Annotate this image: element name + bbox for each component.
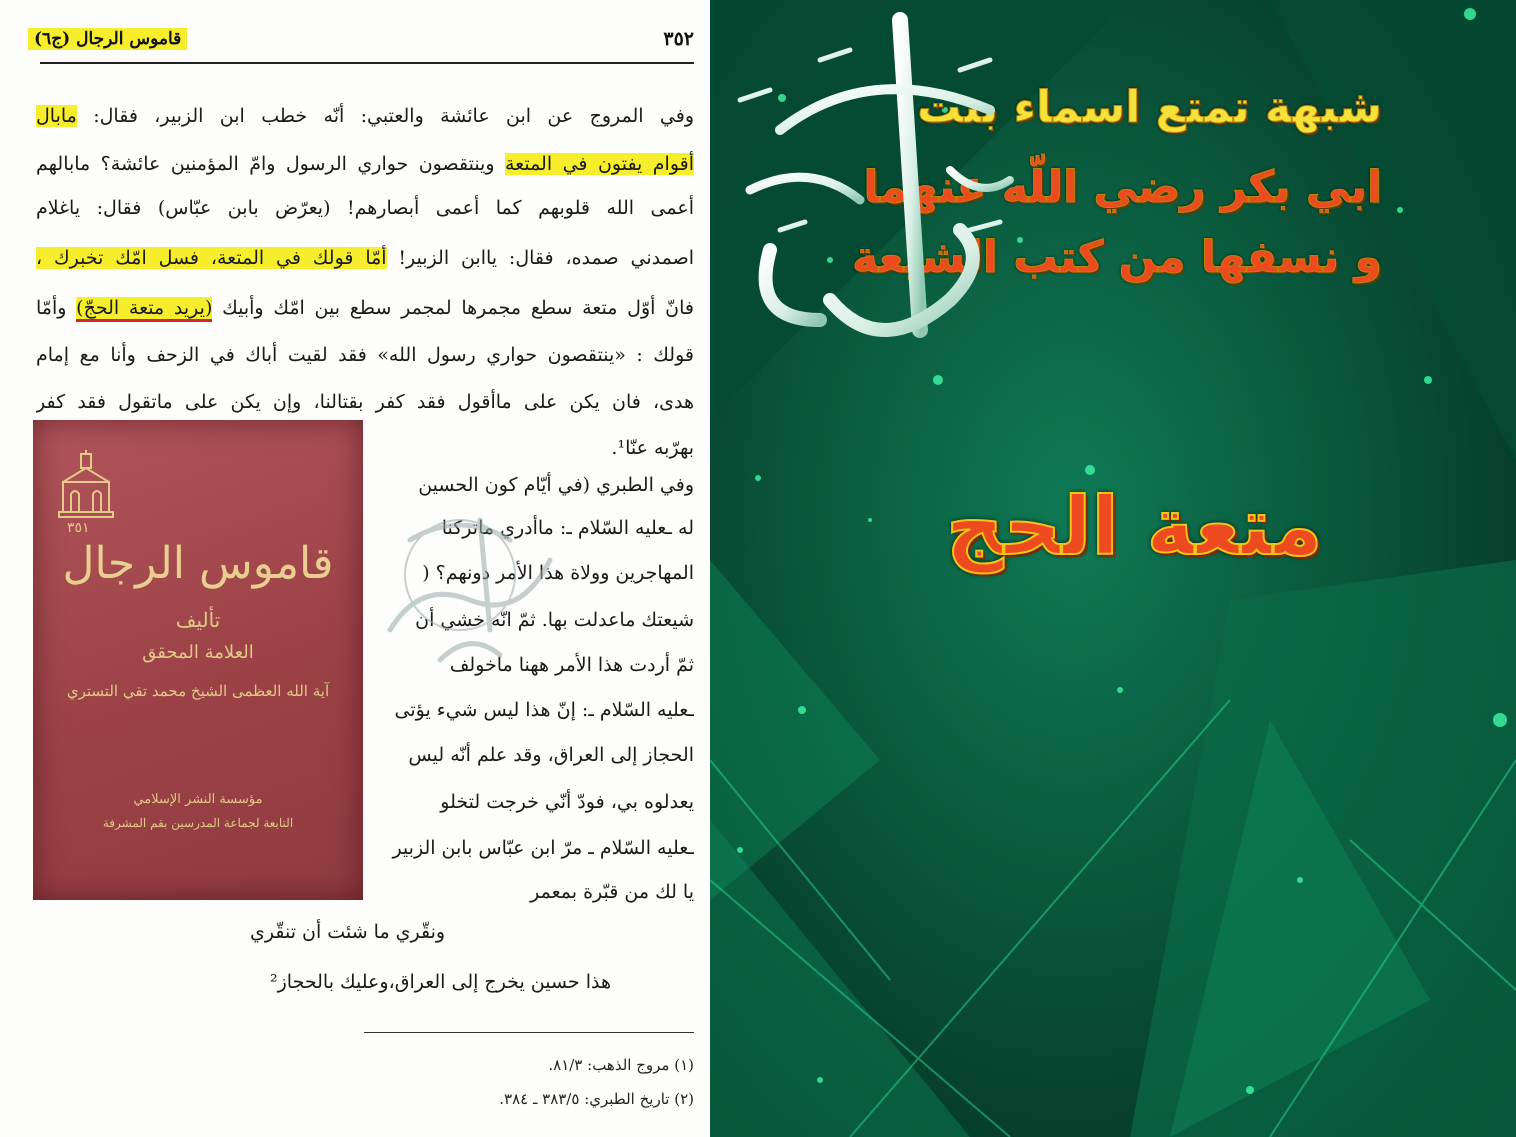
- signature-watermark: [350, 480, 580, 690]
- cover-publisher-1: مؤسسة النشر الإسلامي: [133, 792, 263, 807]
- text-line: [36, 335, 694, 375]
- mosque-emblem-icon: [55, 448, 117, 520]
- line-text: وينتقصون حواري الرسول وامّ المؤمنين عائشة؟ مابالهم: [36, 153, 505, 175]
- cover-title: قاموس الرجال: [62, 538, 334, 589]
- poster: [710, 0, 1516, 1137]
- cover-author-2: آية الله العظمى الشيخ محمد تقي التستري: [66, 682, 330, 700]
- line-text: ـعليه السّلام ـ مرّ ابن عبّاس بابن الزبير: [392, 837, 694, 859]
- text-line: [36, 188, 694, 228]
- cover-author-1: العلامة المحقق: [142, 642, 254, 663]
- calligraphy-signature: [710, 0, 1040, 350]
- text-line: [378, 735, 694, 775]
- text-line: [36, 96, 694, 136]
- book-header-title: قاموس الرجال (ج٦): [28, 28, 187, 50]
- text-line: [36, 382, 694, 422]
- highlighted-text: مابال: [36, 105, 77, 127]
- text-line: [36, 144, 694, 184]
- text-line: [378, 690, 694, 730]
- line-text: قولك : «ينتقصون حواري رسول الله» فقد لقيت أباك في الزحف وأنا مع إمام: [36, 344, 694, 366]
- cover-publisher-2: التابعة لجماعة المدرسين بقم المشرفة: [102, 816, 294, 830]
- book-page-number: ٣٥٢: [663, 28, 694, 50]
- line-text: وأمّا: [36, 297, 77, 319]
- line-text: المهاجرين وولاة هذا الأمر دونهم؟ (: [422, 562, 694, 584]
- line-text: وفي المروج عن ابن عائشة والعتبي: أنّه خطب ابن الزبير، فقال:: [76, 105, 694, 127]
- line-text: يا لك من قبّرة بمعمر: [530, 881, 694, 903]
- poster-title-line-2: ابي بكر رضي اللّه عنهما: [863, 162, 1382, 213]
- line-text: شيعتك ماعدلت بها. ثمّ انّه خشي أن: [415, 609, 694, 631]
- poster-headline: متعة الحج: [946, 480, 1323, 573]
- text-line: [378, 872, 694, 912]
- poster-title-line-3: و نسفها من كتب الشيعة: [852, 232, 1382, 283]
- line-text: هدى، فان يكن على ماأقول فقد كفر بقتالنا، وإن يكن على ماتقول فقد كفر: [36, 391, 694, 413]
- poem-verse-1: ونقّري ما شئت أن تنقّري: [250, 921, 446, 943]
- highlighted-text: أقوام يفتون في المتعة: [504, 153, 694, 175]
- line-text: فانّ أوّل متعة سطع مجمرها لمجمر سطع بين امّك وأبيك: [212, 297, 694, 319]
- cover-by: تأليف: [175, 608, 221, 632]
- book-page: [0, 0, 710, 1137]
- line-text: وفي الطبري (في أيّام كون الحسين: [418, 474, 694, 496]
- cover-number: ٣٥١: [67, 520, 90, 536]
- poem-verse-2: هذا حسين يخرج إلى العراق،وعليك بالحجاز²: [270, 971, 611, 993]
- text-line: [36, 288, 694, 328]
- line-text: له ـعليه السّلام ـ: ماأدري ماتركنا: [441, 517, 694, 539]
- line-text: ثمّ أردت هذا الأمر ههنا ماخولف: [449, 654, 694, 676]
- poster-title-line-1: شبهة تمتع اسماء بنت: [917, 82, 1382, 133]
- line-text: أعمى الله قلوبهم كما أعمى أبصارهم! (يعرّض بابن عبّاس) فقال: ياغلام: [36, 197, 694, 219]
- line-text: يعدلوه بي، فودّ أنّي خرجت لتخلو: [440, 791, 694, 813]
- text-line: [378, 782, 694, 822]
- footnote-divider: [364, 1032, 694, 1033]
- highlighted-text: أمّا قولك في المتعة، فسل امّك تخبرك ،: [36, 247, 387, 269]
- line-text: اصمدني صمده، فقال: ياابن الزبير!: [386, 247, 694, 269]
- footnote-2: (٢) تاريخ الطبري: ٣٨٣/٥ ـ ٣٨٤.: [499, 1090, 694, 1108]
- footnote-1: (١) مروج الذهب: ٨١/٣.: [548, 1056, 694, 1074]
- book-cover: [33, 420, 363, 900]
- text-line: [36, 238, 694, 278]
- highlighted-text: (يريد متعة الحجّ): [76, 297, 212, 322]
- text-line: [378, 828, 694, 868]
- line-text: ـعليه السّلام ـ: إنّ هذا ليس شيء يؤتى: [394, 699, 694, 721]
- line-text: بهرّبه عنّا¹.: [611, 437, 694, 459]
- line-text: الحجاز إلى العراق، وقد علم أنّه ليس: [408, 744, 694, 766]
- header-divider: [40, 62, 694, 64]
